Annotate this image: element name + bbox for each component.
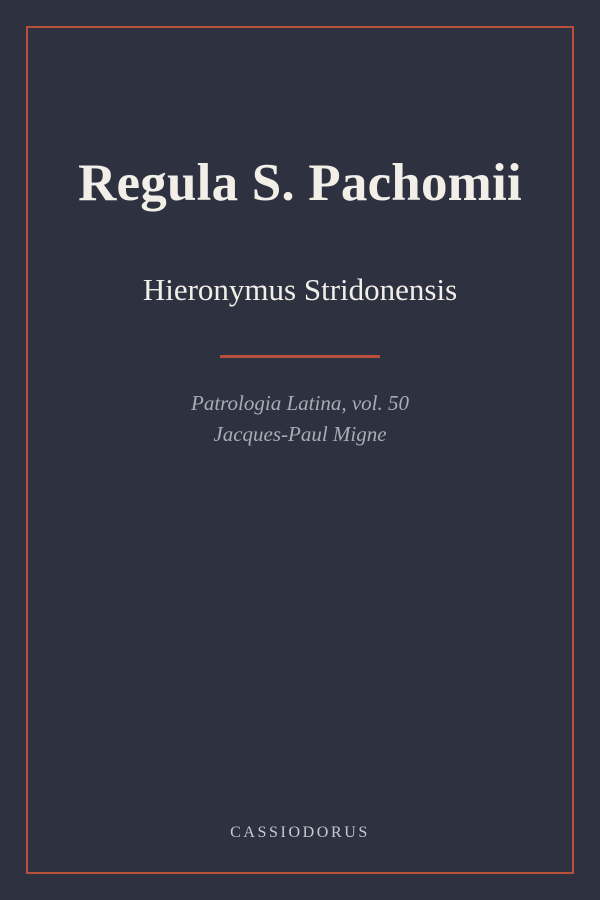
divider-rule	[220, 355, 380, 358]
book-author: Hieronymus Stridonensis	[142, 272, 458, 308]
series-label: Patrologia Latina, vol. 50	[191, 390, 409, 415]
cover-content	[26, 26, 574, 874]
publisher-imprint: CASSIODORUS	[230, 824, 370, 841]
book-title: Regula S. Pachomii	[78, 154, 522, 212]
editor-label: Jacques-Paul Migne	[213, 421, 387, 446]
